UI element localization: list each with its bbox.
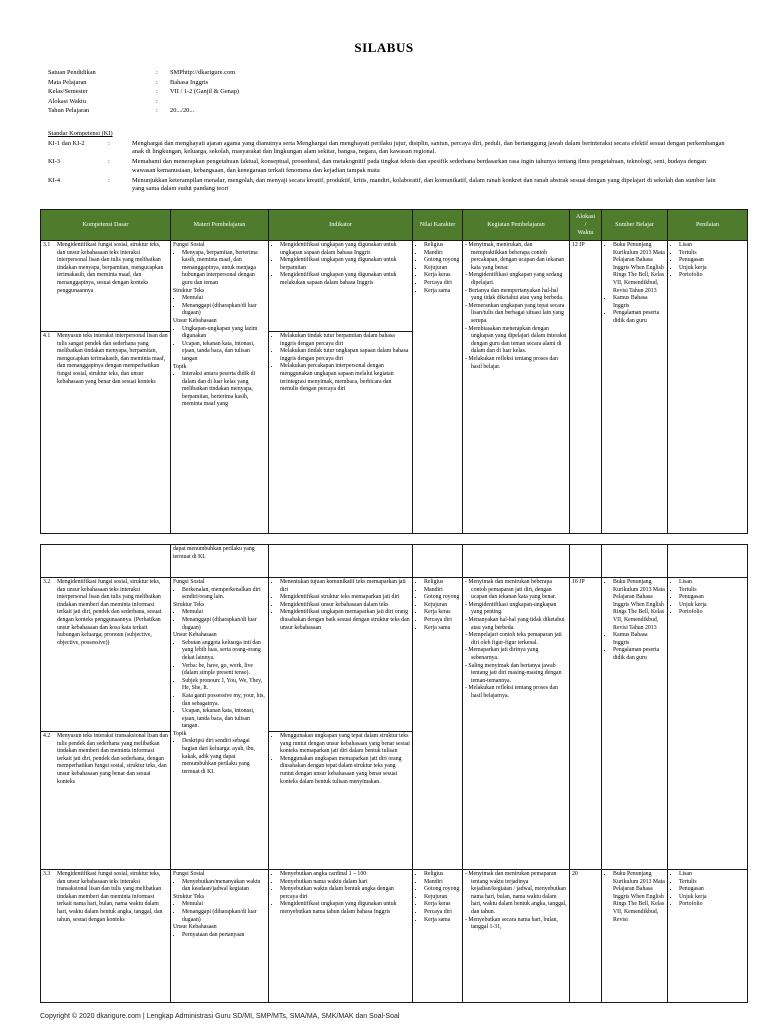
list-item: • Mengidentifikasi ungkapan yang digunakan untuk berpamitan [280,257,410,272]
list-item: • Menggunakan ungkapan memaparkan jati diri orang diusahakan dengan tepat dalam struktur teks yang runtut dengan unsur kebahasaan yang benar sesuai konteks dalam bentuk tulisan menyimakan. [280,756,410,786]
list-item: • Buku Penunjang Kurikulum 2013 Mata Pelajaran Bahasa Inggris When English Rings The Bell, Kelas VII, Kemendikbud, Revisi Tahun 2013 [613,579,665,632]
list-item: • Lisan [679,242,745,250]
header-nilai-karakter: Nilai Karakter [413,210,463,241]
indikator-cell [269,241,413,534]
list-item: • Mengidentifikasi ungkapan yang digunakan untuk melakukan sapaan dalam bahasa Inggris [280,272,410,287]
list-item: • Menanggapi (diharapkan/di luar dugaan) [182,909,266,924]
header-kegiatan: Kegiatan Pembelajaran [463,210,570,241]
list-item: - Memaparkan jati dirinya yang sebenarnya. [471,647,567,662]
list-item: • Menyebutkan angka cardinal 1 – 100 [280,871,410,879]
list-item: • Gotong royong [424,886,460,894]
list-item: • Menggunakan ungkapan yang tepat dalam struktur teks yang runtut dengan unsur kebahasaan yang benar sesuai konteks memaparkan jati diri dalam bentuk tulisan [280,733,410,756]
sumber-cell [602,241,668,534]
list-item: • Pernyataan dan pertanyaan [182,932,266,940]
list-item: • Portofolio [679,901,745,909]
list-item: • Mandiri [424,587,460,595]
list-item: • Penugasan [679,886,745,894]
list-item: • Kamus Bahasa Inggris [613,295,665,310]
kd-item: 3.2 Mengidentifikasi fungsi sosial, struktur teks, dan unsur kebahasaan teks interaksi interpersonal lisan dan tulis yang melibatkan tindakan memberi dan meminta informasi terkait jati diri, pendek dan sederhana, sesuai dengan konteks penggunaannya. (Perhatikan unsur kebahasaan dan kosa kata terkait hubungan keluarga; pronoun (subjective, objective, possessive)) [43,579,162,646]
list-item: • Ucapan, tekanan kata, intonasi, ejaan, tanda baca, dan tulisan tangan [182,341,266,364]
kd-item: 4.1 Menyusun teks interaksi interpersonal lisan dan tulis sangat pendek dan sederhana yang melibatkan tindakan menyapa, berpamitan, mengucapkan terimakasih, dan meminta maaf, dan menanggapinya dengan memperhatikan fungsi sosial, struktur teks, dan unsur kebahasaan yang benar dan sesuai konteks [41,331,170,387]
header-sumber-belajar: Sumber Belajar [602,210,668,241]
list-item: • Mandiri [424,250,460,258]
table-row [41,241,748,534]
list-item: • Percaya diri [424,909,460,917]
list-item: • Lisan [679,871,745,879]
list-item: • Unjuk kerja [679,265,745,273]
list-item: • Gotong royong [424,594,460,602]
list-item: - Memerankan ungkapan yang tepat secara lisan/tulis dan berbagai situasi lain yang serupa. [471,303,567,326]
list-item: - Melakukan refleksi tentang proses dan hasil belajarnya. [471,685,567,700]
list-item: • Kerja keras [424,901,460,909]
ki-row: KI-4 : Menunjukkan keterampilan menalar, mengolah, dan menyaji secara kreatif, produktif, kritis, mandiri, kolaboratif, dan komunikatif, dalam ranah konkret dan ranah abstrak sesuai dengan yang dipelajari di sekolah dan sumber lain yang sama dalam sudut pandang teori [48,176,716,193]
ki-row: KI-3 : Memahami dan menerapkan pengetahuan faktual, konseptual, prosedural, dan metakognitif pada tingkat teknis dan spesifik sederhana berdasarkan rasa ingin tahunya tentang ilmu pengetahuan, teknologi, seni, budaya dengan wawasan kemanusiaan, kebangsaan, dan kenegaraan terkait fenomena dan kejadian tampak mata [48,158,707,174]
list-item: • Penugasan [679,594,745,602]
list-item: - Bertanya dan mempertanyakan hal-hal yang tidak diketahui atau yang berbeda. [471,288,567,303]
meta-row: Kelas/Semester : VII / 1-2 (Ganjil & Genap) [48,88,240,96]
list-item: • Menyebutkan waktu dalam bentuk angka dengan percaya diri [280,886,410,901]
list-item: • Kerja keras [424,272,460,280]
meta-row: Mata Pelajaran : Bahasa Inggris [48,78,209,86]
list-item: • Mengidentifikasi ungkapan memaparkan jati diri orang diusahakan dengan baik sesuai dengan struktur teks dan unsur kebahasaan [280,609,410,632]
list-item: • Kata ganti possessive my, your, his, dan sebagainya. [182,693,266,708]
list-item: • Menanggapi (diharapkan/di luar dugaan) [182,617,266,632]
list-item: • Tertulis [679,250,745,258]
list-item: • Memulai [182,609,266,617]
list-item: • Kamus Bahasa Inggris [613,632,665,647]
silabus-table-1 [40,209,748,534]
header-indikator: Indikator [269,210,413,241]
header-materi: Materi Pembelajaran [171,210,269,241]
alokasi-cell: 16 JP [570,578,602,870]
list-item: • Melakukan percakapan interpersonal dengan menggunakan ungkapan sapaan melalui kegiatan terintegrasi menyimak, membaca, berbicara dan menulis dengan percaya diri [280,363,410,393]
list-item: • Menyebutkan nama waktu dalam hari [280,879,410,887]
materi-cell: Fungsi Sosial • Menyapa, berpamitan, berterima kasih, meminta maaf, dan menanggapinya, untuk menjaga hubungan interpersonal dengan guru dan teman Struktur Teks • Memulai • Menanggapi (diharapkan/di luar dugaan) Unsur Kebahasaan • Ungkapan-ungkapan yang lazim digunakan • Ucapan, tekanan kata, intonasi, ejaan, tanda baca, dan tulisan tangan Topik • Interaksi antara peserta didik di dalam dan di luar kelas yang melibatkan tindakan menyapa, berpamitan, berterima kasih, meminta maaf yang [171,241,269,534]
list-item: • Deskripsi diri sendiri sebagai bagian dari keluarga: ayah, ibu, kakak, adik yang dapat menumbuhkan perilaku yang termuat di KI. [182,738,266,776]
ki-block [48,130,728,195]
ki-row: KI-1 dan KI-2 : Menghargai dan menghayati ajaran agama yang dianutnya serta Menghargai dan menghayati perilaku jujur, disiplin, santun, percaya diri, peduli, dan bertanggung jawab dalam berinteraksi secara efektif sesuai dengan perkembangan anak di lingkungan, keluarga, sekolah, masyarakat dan lingkungan alam sekitar, bangsa, negara, dan kawasan regional. [48,139,725,156]
list-item: • Kejujuran [424,602,460,610]
list-item: - Menanyakan hal-hal yang tidak diketahui atau yang berbeda. [471,617,567,632]
list-item: • Sebutan anggota keluarga inti dan yang lebih luas, serta orang-orang dekat lainnya. [182,640,266,663]
list-item: • Kerja keras [424,609,460,617]
list-item: - Melakukan refleksi tentang proses dan hasil belajar. [471,356,567,371]
list-item: • Kejujuran [424,265,460,273]
list-item: • Percaya diri [424,617,460,625]
footer-copyright: Copyright © 2020 dkarigure.com | Lengkap Administrasi Guru SD/MI, SMP/MTs, SMA/MA, SMK/MAK dan Soal-Soal [40,1013,400,1020]
list-item: - Membiasakan menerapkan dengan ungkapan yang dipelajari dalam interaksi dengan guru dan teman secara alami di dalam dan di luar kelas. [471,326,567,356]
list-item: • Percaya diri [424,280,460,288]
list-item: • Subjek pronoun: I, You, We, They, He, She, It. [182,678,266,693]
list-item: • Memulai [182,295,266,303]
list-item: - Menyimak, menirukan, dan mempraktikkan beberapa contoh percakapan, dengan ucapan dan tekanan kata yang benar. [471,242,567,272]
meta-row: Tahun Pelajaran : 20.../20... [48,107,195,115]
materi-cell: dapat menumbuhkan perilaku yang termuat di KI. [171,545,269,578]
kd-item: 4.2 Menyusun teks interaksi transaksional lisan dan tulis pendek dan sederhana yang melibatkan tindakan memberi dan meminta informasi terkait jati diri, pendek dan sederhana, dengan memperhatikan fungsi sosial, struktur teks, dan unsur kebahasaan yang benar dan sesuai konteks [41,731,170,787]
list-item: • Religius [424,871,460,879]
penilaian-cell [668,241,748,534]
list-item: • Melakukan tindak tutur ungkapan sapaan dalam bahasa inggris dengan percaya diri [280,348,410,363]
table-row [41,870,748,1003]
list-item: • Melakukan tindak tutur berpamitan dalam bahasa inggris dengan percaya diri [280,333,410,348]
list-item: • Ucapan, tekanan kata, intonasi, ejaan, tanda baca, dan tulisan tangan. [182,708,266,731]
kegiatan-cell [463,578,570,870]
meta-block [48,68,239,116]
list-item: • Memulai [182,901,266,909]
list-item: - Menyebutkan secara nama hari, bulan, tanggal 1-31, [471,917,567,932]
indikator-cell [269,578,413,870]
list-item: • Mengidentifikasi ungkapan yang digunakan untuk menyebutkan nama tahun dalam bahasa Inggris [280,901,410,916]
header-kompetensi-dasar: Kompetensi Dasar [41,210,171,241]
list-item: • Verba: be, have, go, work, live (dalam simple present tense). [182,663,266,678]
list-item: - Menyimak dan menirukan beberapa contoh pemaparan jati diri, dengan ucapan dan tekanan kata yang benar. [471,579,567,602]
list-item: - Saling menyimak dan bertanya jawab tentang jati diri masing-masing dengan teman-temannya. [471,663,567,686]
header-alokasi: Alokasi / Waktu [570,210,602,241]
list-item: • Mengidentifikasi ungkapan yang digunakan untuk ungkapan sapaan dalam bahasa Inggris [280,242,410,257]
list-item: • Interaksi antara peserta didik di dalam dan di luar kelas yang melibatkan tindakan menyapa, berpamitan, berterima kasih, meminta maaf yang [182,371,266,409]
list-item: • Religius [424,579,460,587]
page-title: SILABUS [354,40,414,55]
list-item: • Menyapa, berpamitan, berterima kasih, meminta maaf, dan menanggapinya, untuk menjaga hubungan interpersonal dengan guru dan teman [182,250,266,288]
list-item: • Mandiri [424,879,460,887]
nilai-cell [413,578,463,870]
header-penilaian: Penilaian [668,210,748,241]
list-item: • Ungkapan-ungkapan yang lazim digunakan [182,326,266,341]
list-item: • Menyebutkan/menanyakan waktu dan keadaan/jadwal kegiatan [182,879,266,894]
list-item: • Tertulis [679,587,745,595]
list-item: • Penugasan [679,257,745,265]
list-item: • Gotong royong [424,257,460,265]
list-item: - Menyimak dan menirukan pemaparan tentang waktu terjadinya kejadian/kegiatan / jadwal, menyebutkan nama hari, bulan, nama waktu dalam hari, waktu dalam bentuk angka, tanggal, dan tahun. [471,871,567,917]
penilaian-cell [668,870,748,1003]
meta-row: Satuan Pendidikan : SMPhttp://dkarigure.com [48,69,236,76]
table-header-row [41,210,748,241]
list-item: • Buku Penunjang Kurikulum 2013 Mata Pelajaran Bahasa Inggris When English Rings The Bell, Kelas VII, Kemendikbud, Revisi Tahun 2013 [613,242,665,295]
kd-cell [41,241,171,534]
meta-row: Alokasi Waktu : [48,97,158,105]
list-item: • Menanggapi (diharapkan/di luar dugaan) [182,303,266,318]
table-row [41,578,748,870]
sumber-cell [602,870,668,1003]
kd-cell [41,578,171,870]
alokasi-cell: 12 JP [570,241,602,534]
kd-item: 3.3 Mengidentifikasi fungsi sosial, struktur teks, dan unsur kebahasaan teks interaksi transaksional lisan dan tulis yang melibatkan tindakan memberi dan meminta informasi terkait nama hari, bulan, nama waktu dalam hari, waktu dalam bentuk angka, tanggal, dan tahun, sesuai dengan konteks [43,871,163,923]
nilai-cell [413,870,463,1003]
list-item: • Mengidentifikasi struktur teks memaparkan jati diri [280,594,410,602]
list-item: • Portofolio [679,609,745,617]
kd-item: 3.1 Mengidentifikasi fungsi sosial, struktur teks, dan unsur kebahasaan teks interaksi interpersonal lisan dan tulis yang melibatkan tindakan menyapa, berpamitan, mengucapkan terimakasih, dan meminta maaf, dan menanggapinya, sesuai dengan konteks penggunaannya [43,242,164,294]
list-item: • Berkenalan, memperkenalkan diri sendiri/orang lain. [182,587,266,602]
table-row [41,545,748,578]
list-item: • Kerja sama [424,288,460,296]
list-item: • Menentukan tujuan komunikatif teks memaparkan jati diri [280,579,410,594]
indikator-cell [269,870,413,1003]
alokasi-cell: 20 [570,870,602,1003]
materi-cell: Fungsi Sosial • Berkenalan, memperkenalkan diri sendiri/orang lain. Struktur Teks • Memulai • Menanggapi (diharapkan/di luar dugaan) Unsur Kebahasaan • Sebutan anggota keluarga inti dan yang lebih luas, serta orang-orang dekat lainnya. • Verba: be, have, go, work, live (dalam simple present tense). • Subjek pronoun: I, You, We, They, He, She, It. • Kata ganti possessive my, your, his, dan sebagainya. • Ucapan, tekanan kata, intonasi, ejaan, tanda baca, dan tulisan tangan. Topik • Deskripsi diri sendiri sebagai bagian dari keluarga: ayah, ibu, kakak, adik yang dapat menumbuhkan perilaku yang termuat di KI. [171,578,269,870]
list-item: • Lisan [679,579,745,587]
list-item: • Pengalaman peserta didik dan guru [613,647,665,662]
ki-heading: Standar Kompetensi (KI) [48,130,113,137]
sumber-cell [602,578,668,870]
list-item: • Portofolio [679,272,745,280]
kegiatan-cell [463,241,570,534]
list-item: - Mempelajari contoh teks pemaparan jati diri oleh figur-figur terkenal. [471,632,567,647]
penilaian-cell [668,578,748,870]
list-item: • Mengidentifikasi unsur kebahasaan dalam teks [280,602,410,610]
materi-cell: Fungsi Sosial • Menyebutkan/menanyakan waktu dan keadaan/jadwal kegiatan Struktur Teks • Memulai • Menanggapi (diharapkan/di luar dugaan) Unsur Kebahasaan • Pernyataan dan pertanyaan [171,870,269,1003]
list-item: • Religius [424,242,460,250]
list-item: • Tertulis [679,879,745,887]
list-item: • Pengalaman peserta didik dan guru [613,310,665,325]
list-item: • Kerja sama [424,625,460,633]
list-item: • Unjuk kerja [679,894,745,902]
list-item: • Unjuk kerja [679,602,745,610]
list-item: - Mengidentifikasi ungkapan-ungkapan yang penting. [471,602,567,617]
silabus-table-2 [40,544,748,1003]
kegiatan-cell [463,870,570,1003]
nilai-cell [413,241,463,534]
list-item: • Kerja sama [424,917,460,925]
list-item: • Buku Penunjang Kurikulum 2013 Mata Pelajaran Bahasa Inggris When English Rings The Bell, Kelas VII, Kemendikbud, Revisi [613,871,665,924]
kd-cell [41,870,171,1003]
list-item: - Mengidentifikasi ungkapan yang sedang dipelajari. [471,272,567,287]
list-item: • Kejujuran [424,894,460,902]
